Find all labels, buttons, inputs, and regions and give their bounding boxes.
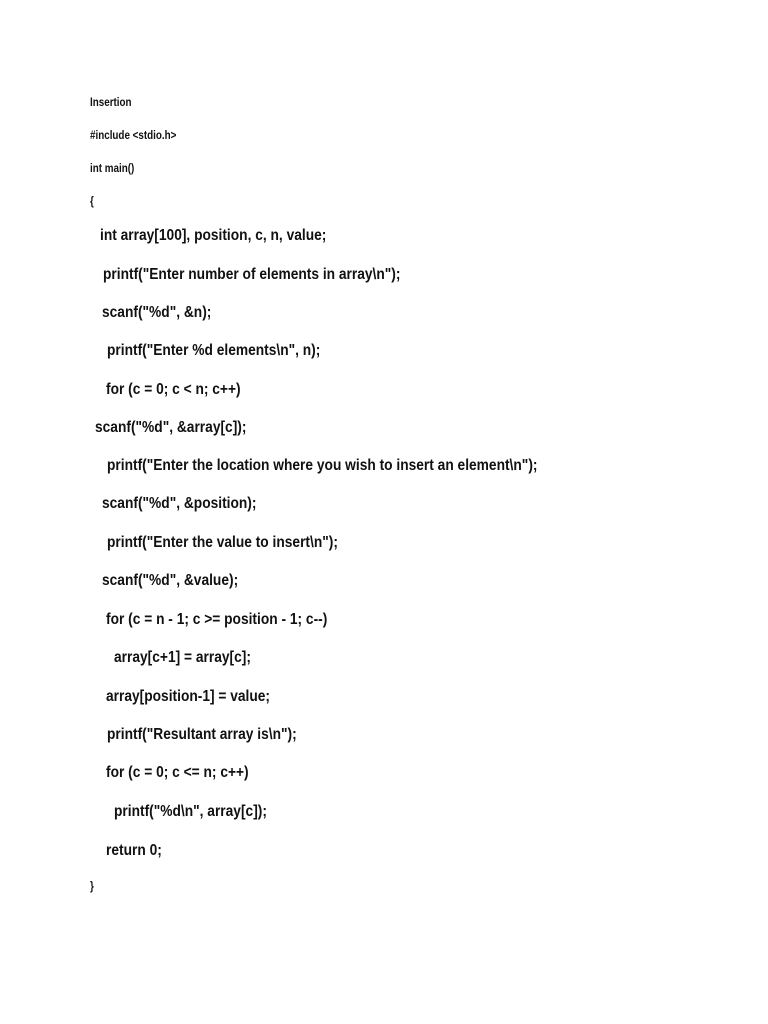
code-line: return 0;	[106, 842, 162, 859]
code-line: array[position-1] = value;	[106, 688, 271, 705]
code-line: printf("Enter the value to insert\n");	[107, 534, 338, 551]
code-line: printf("Enter %d elements\n", n);	[107, 342, 321, 359]
main-signature-line: int main()	[90, 161, 135, 175]
code-line: scanf("%d", &n);	[102, 304, 212, 321]
code-line: printf("Enter the location where you wish to insert an element\n");	[107, 457, 538, 474]
document-title: Insertion	[90, 95, 132, 109]
closing-brace: }	[90, 879, 94, 893]
code-line: array[c+1] = array[c];	[114, 649, 251, 666]
code-line: printf("%d\n", array[c]);	[114, 803, 267, 820]
code-line: for (c = 0; c <= n; c++)	[106, 764, 249, 781]
code-line: scanf("%d", &position);	[102, 495, 257, 512]
opening-brace: {	[90, 194, 94, 208]
code-line: for (c = 0; c < n; c++)	[106, 381, 241, 398]
code-line: scanf("%d", &array[c]);	[95, 419, 247, 436]
code-line: for (c = n - 1; c >= position - 1; c--)	[106, 611, 328, 628]
code-line: scanf("%d", &value);	[102, 572, 239, 589]
code-line: printf("Enter number of elements in array\n");	[103, 266, 401, 283]
code-line: printf("Resultant array is\n");	[107, 726, 297, 743]
code-line: int array[100], position, c, n, value;	[100, 227, 327, 244]
include-line: #include <stdio.h>	[90, 128, 177, 142]
